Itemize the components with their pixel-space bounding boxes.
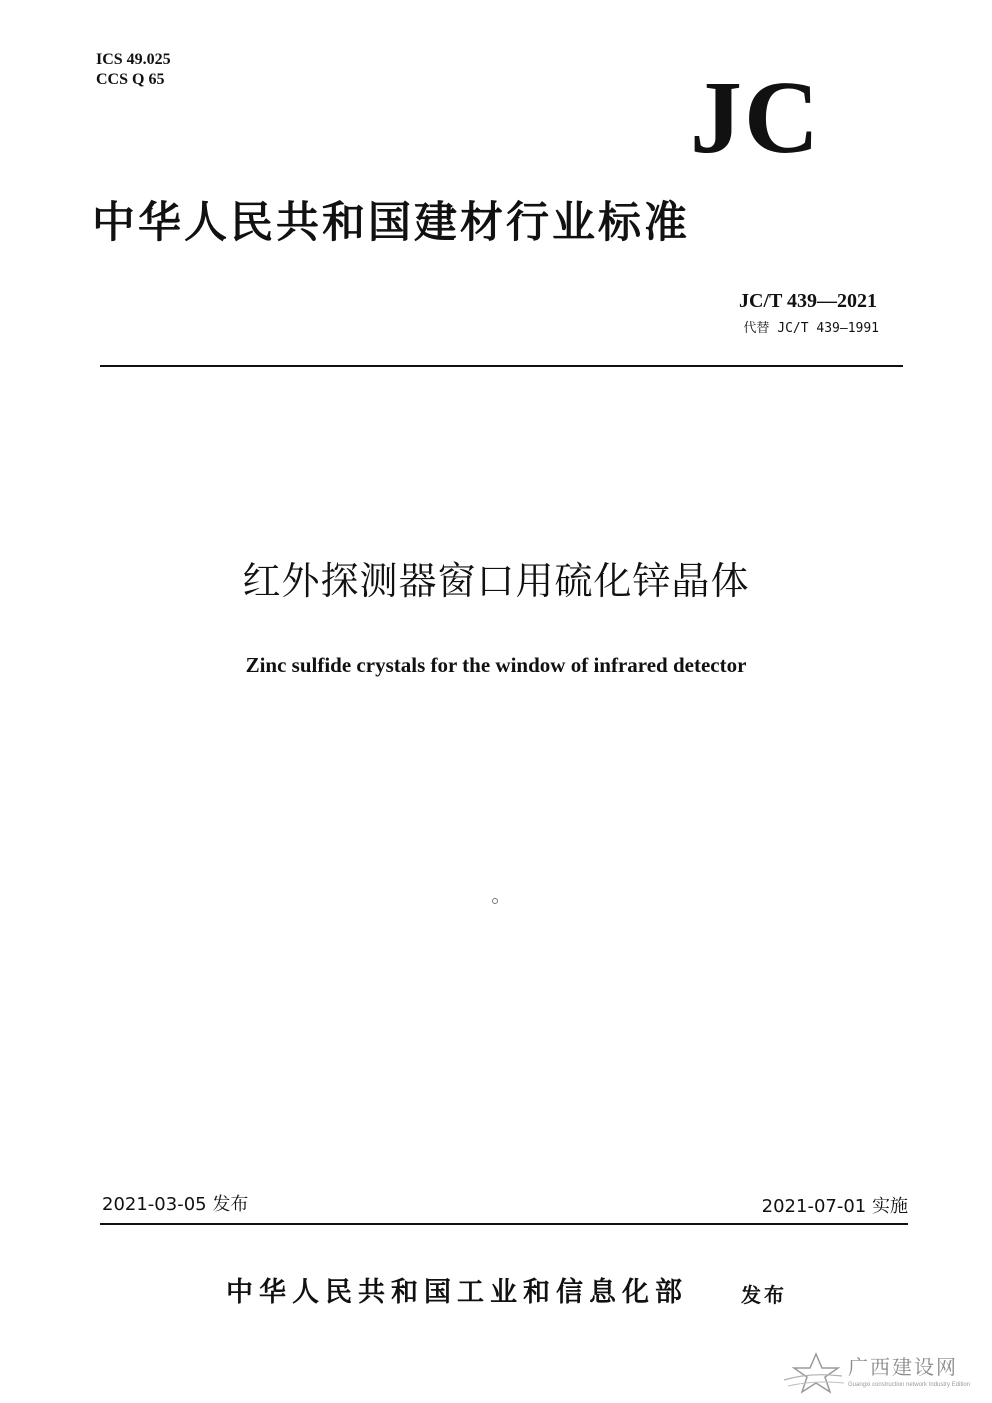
document-title-chinese: 红外探测器窗口用硫化锌晶体: [242, 559, 750, 603]
ics-code: ICS 49.025: [96, 51, 171, 68]
bottom-divider: [100, 1223, 908, 1225]
issue-date: 2021-03-05 发布: [102, 1194, 249, 1215]
top-divider: [100, 365, 903, 367]
replaces-standard: 代替 JC/T 439—1991: [743, 321, 879, 336]
standard-category-title: 中华人民共和国建材行业标准: [92, 198, 690, 248]
classification-codes: [96, 50, 171, 90]
document-title-english: Zinc sulfide crystals for the window of infrared detector: [245, 653, 747, 677]
ccs-code: CCS Q 65: [96, 71, 165, 88]
standard-number: JC/T 439—2021: [739, 290, 877, 312]
scan-speck: [492, 898, 498, 904]
watermark-subtitle: Guangxi construction network Industry Edition: [848, 1382, 971, 1388]
issuing-authority: 中华人民共和国工业和信息化部: [226, 1277, 688, 1308]
issuing-label: 发布: [741, 1283, 787, 1307]
jc-logo: JC: [690, 60, 822, 175]
watermark-name: 广西建设网: [848, 1355, 958, 1379]
implementation-date: 2021-07-01 实施: [761, 1196, 908, 1217]
